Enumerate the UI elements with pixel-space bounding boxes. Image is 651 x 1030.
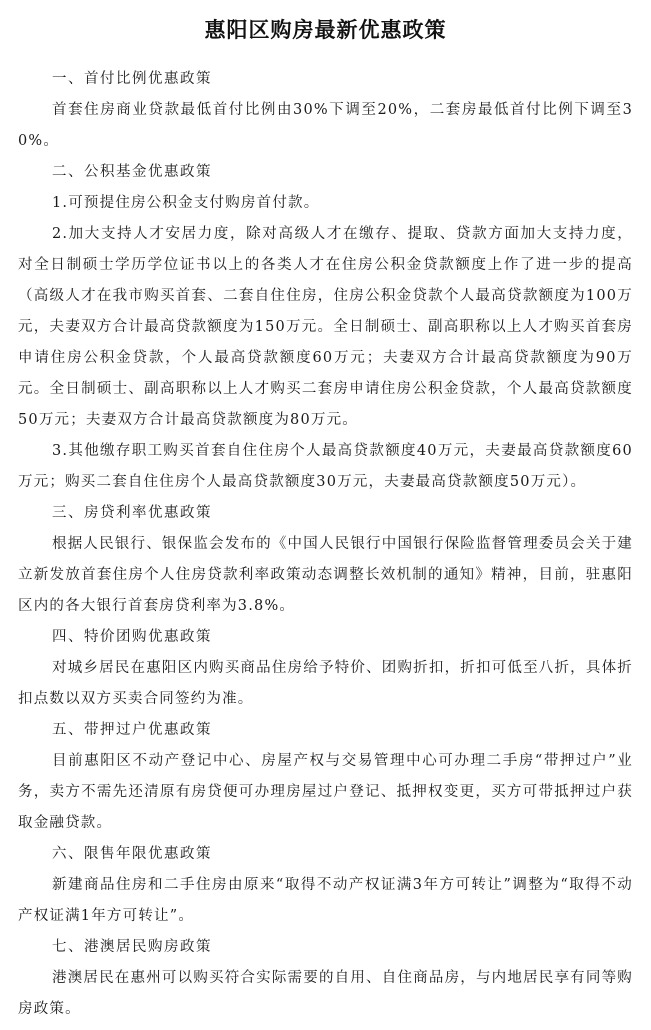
section-heading: 三、房贷利率优惠政策 xyxy=(52,505,212,521)
section-heading: 一、首付比例优惠政策 xyxy=(52,71,212,87)
paragraph: 港澳居民在惠州可以购买符合实际需要的自用、自住商品房，与内地居民享有同等购房政策。 xyxy=(18,970,633,1017)
paragraph: 新建商品住房和二手住房由原来“取得不动产权证满3年方可转让”调整为“取得不动产权证满1年方可转让”。 xyxy=(18,877,633,924)
paragraph: 根据人民银行、银保监会发布的《中国人民银行中国银行保险监督管理委员会关于建立新发放首套住房个人住房贷款利率政策动态调整长效机制的通知》精神，目前，驻惠阳区内的各大银行首套房贷利率为3.8%。 xyxy=(18,536,633,614)
section-resale-restriction xyxy=(18,839,633,932)
paragraph: 目前惠阳区不动产登记中心、房屋产权与交易管理中心可办理二手房“带押过户”业务，卖方不需先还清原有房贷便可办理房屋过户登记、抵押权变更，买方可带抵押过户获取金融贷款。 xyxy=(18,753,633,831)
section-mortgage-rate xyxy=(18,498,633,622)
section-heading: 五、带押过户优惠政策 xyxy=(52,722,212,738)
paragraph: 对城乡居民在惠阳区内购买商品住房给予特价、团购折扣，折扣可低至八折，具体折扣点数以双方买卖合同签约为准。 xyxy=(18,660,633,707)
section-provident-fund xyxy=(18,157,633,498)
paragraph: 2.加大支持人才安居力度，除对高级人才在缴存、提取、贷款方面加大支持力度，对全日制硕士学历学位证书以上的各类人才在住房公积金贷款额度上作了进一步的提高（高级人才在我市购买首套、二套自住住房，住房公积金贷款个人最高贷款额度为100万元，夫妻双方合计最高贷款额度为150万元。全日制硕士、副高职称以上人才购买首套房申请住房公积金贷款，个人最高贷款额度60万元；夫妻双方合计最高贷款额度为90万元。全日制硕士、副高职称以上人才购买二套房申请住房公积金贷款，个人最高贷款额度50万元；夫妻双方合计最高贷款额度为80万元。 xyxy=(18,226,633,428)
section-mortgage-transfer xyxy=(18,715,633,839)
paragraph: 1.可预提住房公积金支付购房首付款。 xyxy=(52,195,320,211)
section-heading: 二、公积基金优惠政策 xyxy=(52,164,212,180)
section-group-purchase xyxy=(18,622,633,715)
section-heading: 七、港澳居民购房政策 xyxy=(52,939,212,955)
section-down-payment xyxy=(18,64,633,157)
paragraph: 3.其他缴存职工购买首套自住住房个人最高贷款额度40万元，夫妻最高贷款额度60万元；购买二套自住住房个人最高贷款额度30万元，夫妻最高贷款额度50万元）。 xyxy=(18,443,633,490)
paragraph: 首套住房商业贷款最低首付比例由30%下调至20%，二套房最低首付比例下调至30%。 xyxy=(18,102,633,149)
section-heading: 四、特价团购优惠政策 xyxy=(52,629,212,645)
section-heading: 六、限售年限优惠政策 xyxy=(52,846,212,862)
section-hk-macao-residents xyxy=(18,932,633,1025)
page-title: 惠阳区购房最新优惠政策 xyxy=(204,18,447,42)
